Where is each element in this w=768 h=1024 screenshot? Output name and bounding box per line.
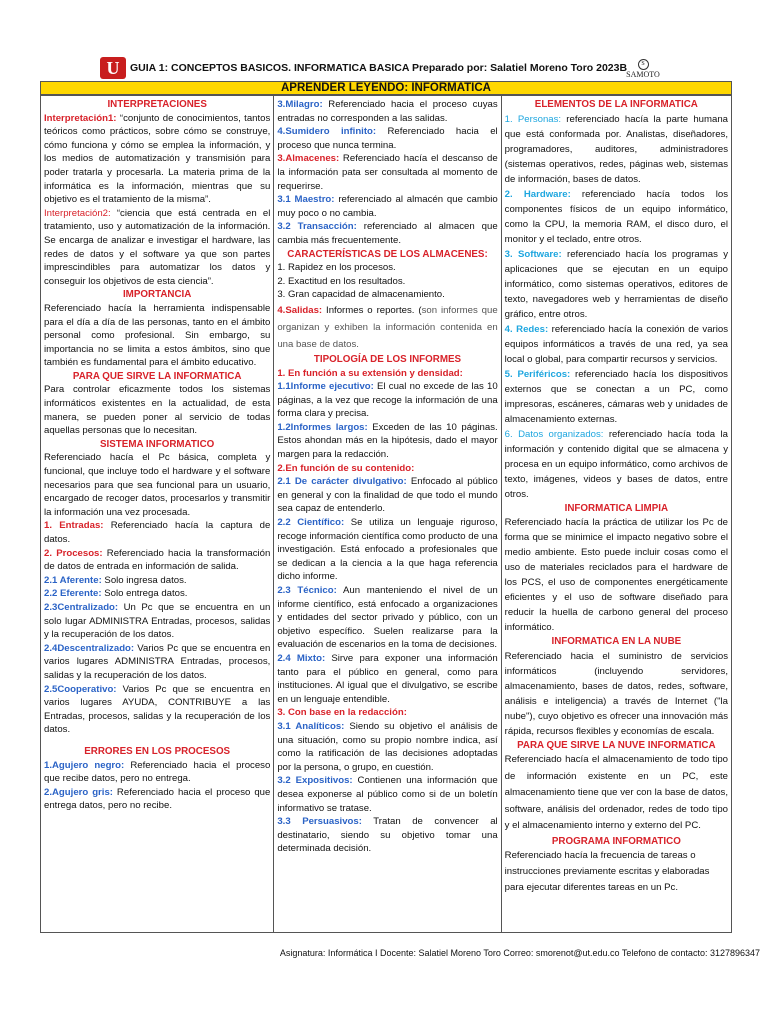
content-columns — [40, 95, 732, 933]
section-title-errores: ERRORES EN LOS PROCESOS — [84, 745, 231, 757]
item-procesos: 2. Procesos: Referenciado hacia la transformación de datos de entrada en información de salida. — [44, 547, 271, 573]
page-banner: APRENDER LEYENDO: INFORMATICA — [40, 81, 732, 95]
section-title-programa: PROGRAMA INFORMATICO — [551, 835, 681, 847]
item-informe-ejecutivo: 1.1Informe ejecutivo: El cual no excede de las 10 páginas, a la vez que recoge la información de una forma clara y precisa. — [277, 381, 498, 420]
paragraph-importancia: Referenciado hacía la herramienta indispensable para el día a día de las personas, tanto en el ámbito personal como profesional. Sin embargo, su importancia no se limita a estos ámbitos, sino que también es fundamental para el ámbito educativo. — [44, 302, 271, 369]
paragraph-limpia: Referenciado hacía la práctica de utilizar los Pc de forma que se minimice el impacto negativo sobre el medio ambiente. Esto puede incluir cosas como el uso de materiales reciclados para el hardware de los PCS, el uso de componentes energéticamente eficientes y el uso de software diseñado para reducir la huella de carbono general del proceso informático. — [504, 517, 728, 634]
item-agujero-gris: 2.Agujero gris: Referenciado hacia el proceso que entrega datos, pero no recibe. — [44, 786, 271, 812]
section-title-elementos: ELEMENTOS DE LA INFORMATICA — [534, 99, 698, 110]
item-almacenes: 3.Almacenes: Referenciado hacía el descanso de la información pata ser consultada al momento de requerirse. — [277, 153, 498, 192]
column-left — [41, 96, 274, 932]
list-item-caracteristica: 1. Rapidez en los procesos. — [277, 262, 396, 274]
header-title: GUIA 1: CONCEPTOS BASICOS. INFORMATICA BASICA Preparado por: Salatiel Moreno Toro 2023B — [130, 62, 628, 74]
section-title-caracteristicas: CARACTERÍSTICAS DE LOS ALMACENES: — [287, 248, 488, 260]
samoto-text: SAMOTO — [626, 70, 660, 79]
item-agujero-negro: 1.Agujero negro: Referenciado hacia el proceso que recibe datos, pero no entrega. — [44, 759, 271, 785]
item-centralizado: 2.3Centralizado: Un Pc que se encuentra en un solo lugar ADMINISTRA Entradas, procesos, salidas y la recuperación de los datos. — [44, 601, 271, 641]
subheading-redaccion: 3. Con base en la redacción: — [277, 707, 407, 719]
subheading-contenido: 2.En función de su contenido: — [277, 462, 415, 474]
item-analiticos: 3.1 Analíticos: Siendo su objetivo el análisis de una situación, como su propio nombre indica, así como la ratificación de las decisiones adoptadas por la persona, o grupo, en cuestión. — [277, 720, 498, 773]
samoto-logo — [618, 58, 668, 79]
list-item-caracteristica: 3. Gran capacidad de almacenamiento. — [277, 289, 445, 301]
section-title-tipologia: TIPOLOGÍA DE LOS INFORMES — [313, 353, 462, 365]
paragraph-sistema: Referenciado hacía el Pc básica, completa y funcional, que incluye todo el hardware y el software necesarios para que sea funcional para un usuario, encargado de recoger datos, procesarlos y transmitir la información una vez procesada. — [44, 452, 271, 518]
item-informes-largos: 1.2Informes largos: Exceden de las 10 páginas. Estos ahondan más en la hipótesis, dado el mayor margen para la redacción. — [277, 421, 498, 461]
paragraph-interpretacion2: Interpretación2: “ciencia que está centrada en el tratamiento, uso y automatización de la información. Se encarga de analizar e investigar el hardware, las redes de datos y el software ya que son partes imprescindibles para automatizar los datos y conseguir los objetivos de esta ciencia”. — [44, 207, 271, 287]
column-right — [502, 96, 731, 932]
item-perifericos: 5. Periféricos: referenciado hacía los dispositivos externos que se conectan a un PC, como impresoras, escáneres, cámaras web y unidades de almacenamiento externas. — [504, 368, 728, 425]
section-title-sirve-nube: PARA QUE SIRVE LA NUVE INFORMATICA — [517, 739, 716, 751]
column-middle — [274, 96, 501, 932]
item-sumidero: 4.Sumidero infinito: Referenciado hacia el proceso que nunca termina. — [277, 126, 498, 151]
section-title-interpretaciones: INTERPRETACIONES — [107, 99, 207, 110]
paragraph-para-que-sirve: Para controlar eficazmente todos los sistemas informáticos existentes en la actualidad, de esta manera, se pueden poner al servicio de todas aquellas personas que lo necesitan. — [44, 384, 271, 437]
header — [100, 55, 700, 81]
item-software: 3. Software: referenciado hacía los programas y aplicaciones que se ejecutan en un equipo informático, como sistemas operativos, editores de texto, navegadores web y herramientas de diseño gráfico, entre otros. — [504, 248, 728, 320]
item-persuasivos: 3.3 Persuasivos: Tratan de convencer al destinatario, siendo su objetivo tomar una determinada decisión. — [277, 816, 498, 855]
item-descentralizado: 2.4Descentralizado: Varios Pc que se encuentra en varios lugares ADMINISTRA Entradas, procesos, salidas y la recuperación de los datos. — [44, 642, 271, 681]
item-milagro: 3.Milagro: Referenciado hacia el proceso cuyas entradas no corresponden a las salidas. — [277, 99, 498, 124]
item-mixto: 2.4 Mixto: Sirve para exponer una información tanto para el público en general, como para instituciones. Al igual que el divulgativo, se escribe en un lenguaje entendible. — [277, 652, 498, 705]
item-datos-organizados: 6. Datos organizados: referenciado hacía toda la información y contenido digital que se almacena y procesa en un equipo informático, como archivos de texto, imágenes, videos y bases de datos, entre otros. — [504, 428, 728, 500]
item-transaccion: 3.2 Transacción: referenciado al almacen que cambia más frecuentemente. — [277, 221, 498, 246]
item-salidas: 4.Salidas: Informes o reportes. (son informes que organizan y exhiben la información contenida en una base de datos. — [277, 304, 498, 350]
item-aferente: 2.1 Aferente: Solo ingresa datos. — [44, 574, 187, 586]
section-title-sistema: SISTEMA INFORMATICO — [100, 438, 215, 450]
paragraph-sirve-nube: Referenciado hacía el almacenamiento de todo tipo de información existente en un PC, este almacenamiento tiene que ver con la base de datos, software, análisis del ordenador, redes de todo tipo y el almacenamiento interno y externo del PC. — [504, 754, 728, 832]
item-hardware: 2. Hardware: referenciado hacía todos los componentes físicos de un equipo informático, como la CPU, la memoria RAM, el disco duro, el monitor y el teclado, entre otros. — [504, 188, 728, 245]
item-eferente: 2.2 Eferente: Solo entrega datos. — [44, 588, 188, 600]
university-logo: U — [100, 57, 126, 79]
item-entradas: 1. Entradas: Referenciado hacía la captura de datos. — [44, 520, 271, 545]
item-redes: 4. Redes: referenciado hacía la conexión de varios equipos informáticos a través de una red, ya sea local o global, para compartir recursos y servicios. — [504, 323, 728, 365]
paragraph-interpretacion1: Interpretación1: “conjunto de conocimientos, tantos teóricos como prácticos, sobre cómo se construye, cómo funciona y cómo se emplea la información, y los medios de automatización y transmisión para poder tratarla y procesarla. La materia prima de la informática es la información, mientras que su objetivo es el tratamiento de la misma”. — [44, 112, 271, 206]
item-divulgativo: 2.1 De carácter divulgativo: Enfocado al público en general y con la finalidad de que todo el mundo sea capaz de entenderlo. — [277, 476, 498, 515]
item-personas: 1. Personas: referenciado hacía la parte humana que está conformada por. Analistas, diseñadores, programadores, auditores, administradores (sistemas operativos, redes, páginas web, sistemas de información, bases de datos. — [504, 113, 728, 185]
section-title-limpia: INFORMATICA LIMPIA — [564, 502, 669, 514]
item-maestro: 3.1 Maestro: referenciado al almacén que cambio muy poco o no cambia. — [277, 194, 498, 219]
item-cientifico: 2.2 Científico: Se utiliza un lenguaje riguroso, recoge información científica como producto de una investigación. Está enfocado a profesionales que se dedican a la ciencia a la que haga referencia dicho informe. — [277, 517, 498, 583]
item-tecnico: 2.3 Técnico: Aun manteniendo el nivel de un informe científico, está enfocado a organizaciones y entidades del sector privado y público, con un objetivo específico. Suelen realizarse para la evaluación de escenarios en la toma de decisiones. — [277, 585, 498, 651]
footer: Asignatura: Informática I Docente: Salatiel Moreno Toro Correo: smorenot@ut.edu.co Telefono de contacto: 3127896347 — [279, 948, 760, 958]
section-title-para-que-sirve: PARA QUE SIRVE LA INFORMATICA — [72, 370, 242, 382]
subheading-extension: 1. En función a su extensión y densidad: — [277, 367, 463, 379]
paragraph-programa: Referenciado hacía la frecuencia de tareas o instrucciones previamente escritas y elaboradas para ejecutar diferentes tareas en un Pc. — [504, 850, 710, 894]
samoto-mark: S — [638, 59, 649, 70]
paragraph-nube: Referenciado hacia el suministro de servicios informáticos (incluyendo servidores, almacenamiento, bases de datos, redes, software, análisis e inteligencia) a través de Internet ("la nube"), cuyo objetivo es ofrecer una innovación más rápida, recursos flexibles y economías de escala. — [504, 650, 728, 737]
section-title-importancia: IMPORTANCIA — [122, 289, 192, 301]
section-title-nube: INFORMATICA EN LA NUBE — [551, 636, 682, 648]
item-expositivos: 3.2 Expositivos: Contienen una información que desea exponerse al público como si de un boletín informativo se tratase. — [277, 775, 498, 814]
list-item-caracteristica: 2. Exactitud en los resultados. — [277, 275, 406, 287]
item-cooperativo: 2.5Cooperativo: Varios Pc que se encuentra en varios lugares AYUDA, CONTRIBUYE a las Entradas, procesos, salidas y la recuperación de los datos. — [44, 683, 271, 736]
